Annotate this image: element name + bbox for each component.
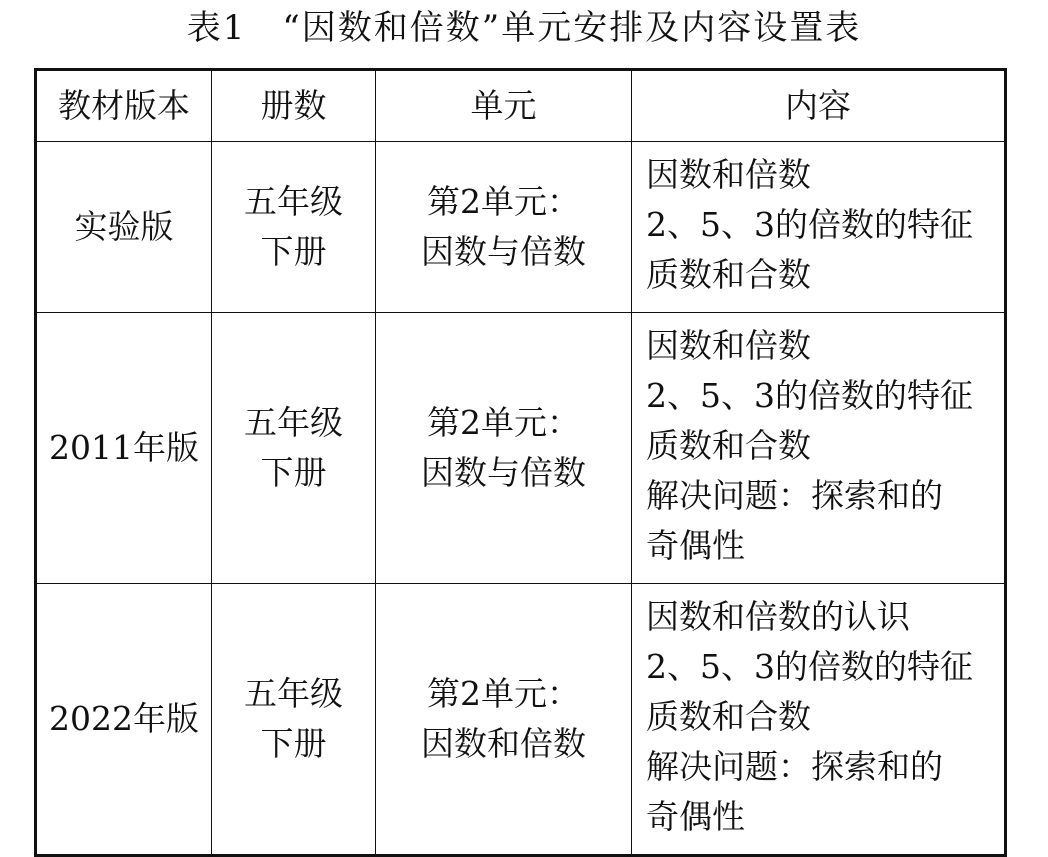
volume-grade: 五年级: [244, 182, 343, 221]
volume-grade: 五年级: [244, 674, 343, 713]
unit-cell: [376, 142, 632, 313]
unit-number: 第2单元：: [427, 403, 580, 442]
header-unit: 单元: [376, 70, 632, 142]
header-volume: 册数: [212, 70, 376, 142]
header-row: [36, 70, 1006, 142]
content-item: 奇偶性: [646, 526, 745, 565]
volume-book: 下册: [260, 724, 327, 763]
content-item: 质数和合数: [646, 697, 811, 736]
unit-cell: [376, 313, 632, 584]
content-item: 2、5、3的倍数的特征: [646, 205, 973, 244]
volume-book: 下册: [260, 453, 327, 492]
volume-book: 下册: [260, 232, 327, 271]
content-item: 因数和倍数的认识: [646, 597, 910, 636]
unit-title: 因数与倍数: [421, 232, 586, 271]
unit-content-table: [34, 68, 1007, 857]
content-item: 质数和合数: [646, 426, 811, 465]
content-item: 奇偶性: [646, 797, 745, 836]
volume-cell: [212, 313, 376, 584]
content-item: 质数和合数: [646, 255, 811, 294]
volume-grade: 五年级: [244, 403, 343, 442]
content-cell: [632, 142, 1006, 313]
unit-title: 因数和倍数: [421, 724, 586, 763]
table-row: [36, 313, 1006, 584]
content-item: 因数和倍数: [646, 155, 811, 194]
table-row: [36, 142, 1006, 313]
content-item: 2、5、3的倍数的特征: [646, 376, 973, 415]
content-item: 解决问题：探索和的: [646, 476, 943, 515]
unit-number: 第2单元：: [427, 674, 580, 713]
table-row: [36, 584, 1006, 856]
content-item: 解决问题：探索和的: [646, 747, 943, 786]
edition-cell: 实验版: [36, 142, 212, 313]
content-item: 因数和倍数: [646, 326, 811, 365]
header-content: 内容: [632, 70, 1006, 142]
edition-cell: 2011年版: [36, 313, 212, 584]
header-edition: 教材版本: [36, 70, 212, 142]
content-cell: [632, 584, 1006, 856]
table-caption: 表1 “因数和倍数”单元安排及内容设置表: [186, 8, 862, 48]
edition-cell: 2022年版: [36, 584, 212, 856]
unit-title: 因数与倍数: [421, 453, 586, 492]
content-cell: [632, 313, 1006, 584]
volume-cell: [212, 142, 376, 313]
content-item: 2、5、3的倍数的特征: [646, 647, 973, 686]
unit-cell: [376, 584, 632, 856]
unit-number: 第2单元：: [427, 182, 580, 221]
volume-cell: [212, 584, 376, 856]
